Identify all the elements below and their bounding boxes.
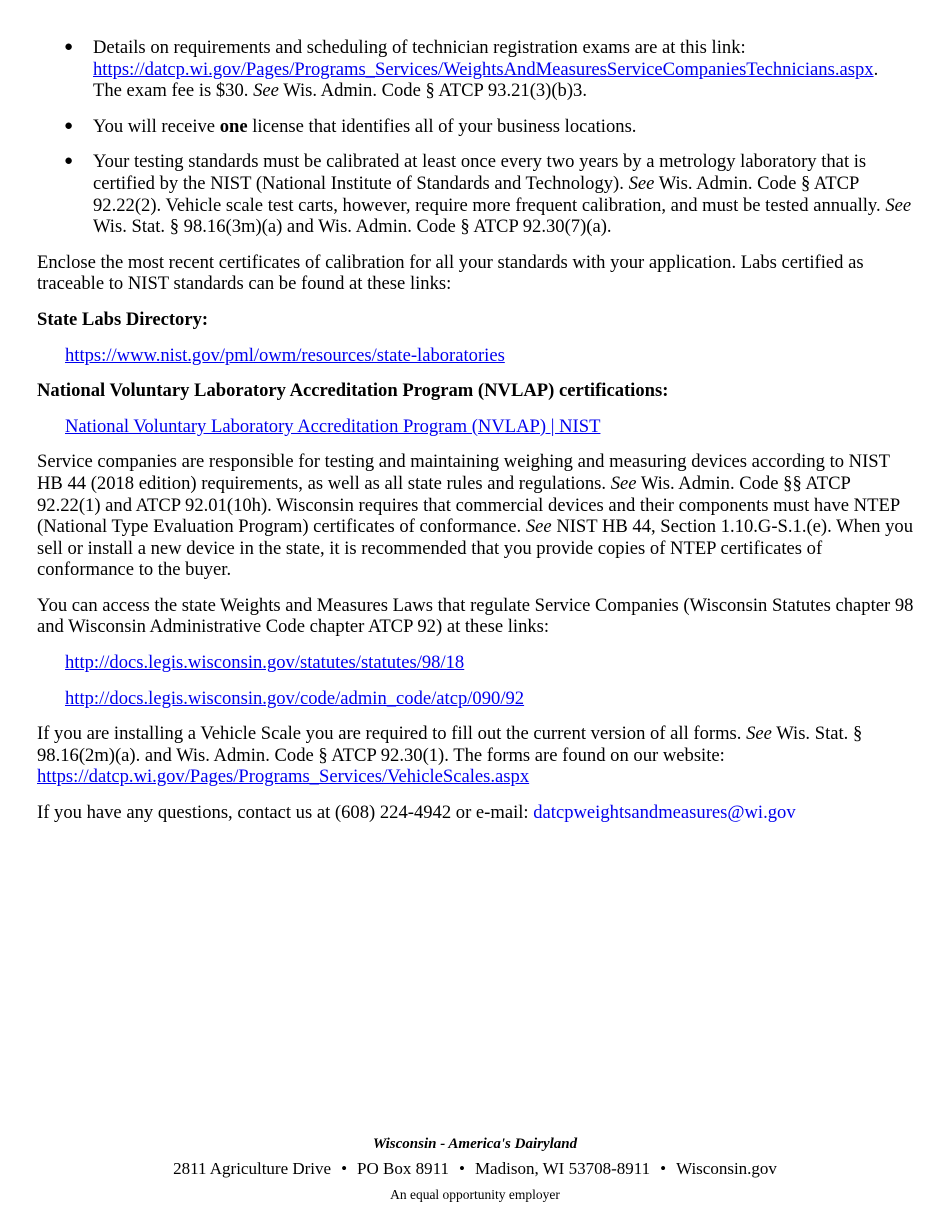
vehicle-scales-link[interactable]: https://datcp.wi.gov/Pages/Programs_Services/VehicleScales.aspx	[37, 766, 530, 788]
laws-paragraph: You can access the state Weights and Measures Laws that regulate Service Companies (Wisconsin Statutes chapter 98 and Wisconsin Administrative Code chapter ATCP 92) at these links:	[37, 594, 914, 638]
state-labs-link[interactable]: https://www.nist.gov/pml/owm/resources/state-laboratories	[65, 344, 505, 366]
technician-exams-link[interactable]: https://datcp.wi.gov/Pages/Programs_Services/WeightsAndMeasuresServiceCompaniesTechnicians.aspx	[93, 58, 874, 80]
footer-eoe: An equal opportunity employer	[390, 1187, 560, 1202]
bullet-icon: ●	[64, 117, 74, 134]
service-companies-paragraph: Service companies are responsible for testing and maintaining weighing and measuring devices according to NIST HB 44 (2018 edition) requirements, as well as all state rules and regulations. See Wis. Admin. Code §§ ATCP 92.22(1) and ATCP 92.01(10h). Wisconsin requires that commercial devices and their components must have NTEP (National Type Evaluation Program) certificates of conformance. See NIST HB 44, Section 1.10.G-S.1.(e). When you sell or install a new device in the state, it is recommended that you provide copies of NTEP certificates of conformance to the buyer.	[37, 451, 914, 581]
bullet-icon: ●	[64, 153, 74, 170]
document-body	[37, 37, 917, 838]
footer-website: Wisconsin.gov	[676, 1159, 777, 1178]
contact-paragraph: If you have any questions, contact us at (608) 224-4942 or e-mail: datcpweightsandmeasures@wi.gov	[37, 802, 796, 824]
nvlap-link[interactable]: National Voluntary Laboratory Accreditation Program (NVLAP) | NIST	[65, 415, 601, 437]
vehicle-scale-paragraph: If you are installing a Vehicle Scale you are required to fill out the current version of all forms. See Wis. Stat. § 98.16(2m)(a). and Wis. Admin. Code § ATCP 92.30(1). The forms are found on our website: https://datcp.wi.gov/Pages/Programs_Services/VehicleScales.aspx	[37, 723, 863, 788]
contact-email-link[interactable]: datcpweightsandmeasures@wi.gov	[533, 802, 796, 824]
statutes-link[interactable]: http://docs.legis.wisconsin.gov/statutes/statutes/98/18	[65, 652, 465, 674]
admin-code-link[interactable]: http://docs.legis.wisconsin.gov/code/admin_code/atcp/090/92	[65, 687, 525, 709]
list-item: ● You will receive one license that identifies all of your business locations.	[64, 115, 637, 137]
requirements-list	[37, 37, 917, 238]
list-item: ● Details on requirements and scheduling of technician registration exams are at this link: https://datcp.wi.gov/Pages/Programs_Services/WeightsAndMeasuresServiceCompaniesTechnicians.aspx. The exam fee is $30. See Wis. Admin. Code § ATCP 93.21(3)(b)3.	[64, 37, 879, 102]
bullet-icon: ●	[64, 39, 74, 55]
list-item: ● Your testing standards must be calibrated at least once every two years by a metrology laboratory that is certified by the NIST (National Institute of Standards and Technology). See Wis. Admin. Code § ATCP 92.22(2). Vehicle scale test carts, however, require more frequent calibration, and must be tested annually. See Wis. Stat. § 98.16(3m)(a) and Wis. Admin. Code § ATCP 92.30(7)(a).	[64, 151, 912, 238]
enclose-certificates-paragraph: Enclose the most recent certificates of calibration for all your standards with your application. Labs certified as traceable to NIST standards can be found at these links:	[37, 251, 864, 295]
nvlap-heading: National Voluntary Laboratory Accreditation Program (NVLAP) certifications:	[37, 380, 669, 402]
footer-tagline: Wisconsin - America's Dairyland	[372, 1136, 578, 1152]
state-labs-heading: State Labs Directory:	[37, 308, 209, 330]
footer-address: 2811 Agriculture Drive • PO Box 8911 • Madison, WI 53708-8911 • Wisconsin.gov	[173, 1159, 777, 1178]
